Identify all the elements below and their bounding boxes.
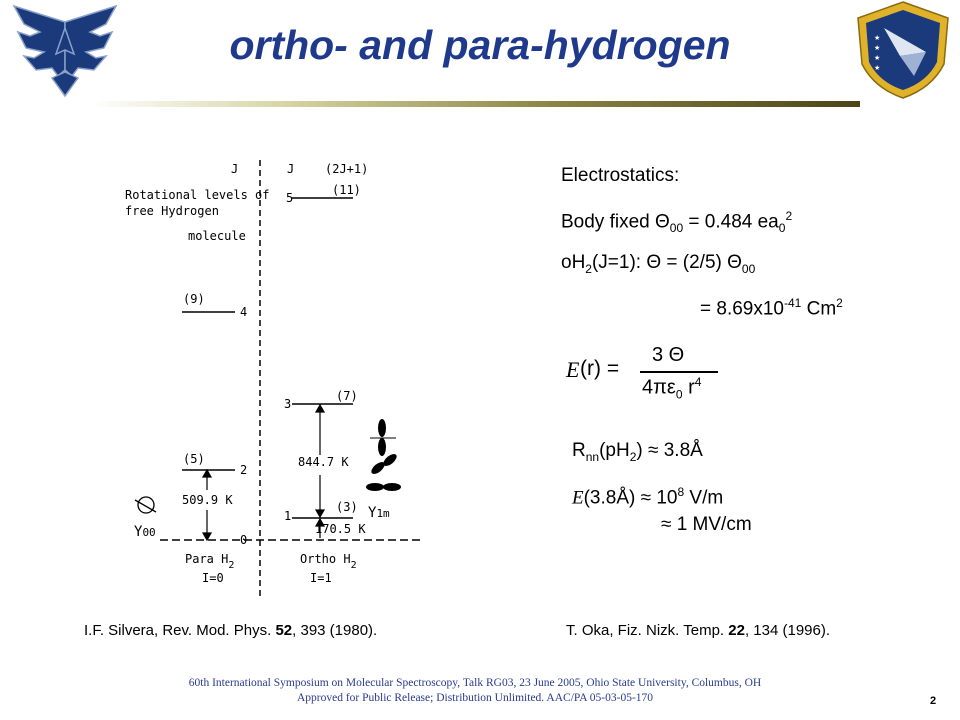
title-underline — [90, 101, 860, 107]
y00-label: Y00 — [134, 524, 156, 540]
col-degeneracy: (2J+1) — [325, 162, 369, 176]
page-number: 2 — [930, 695, 937, 707]
field-value-line: E(3.8Å) ≈ $10^8$ V/m — [572, 485, 724, 509]
oh2-line: $oH_2(J=1)$: Θ = (2/5) $\Theta_{00}$ — [561, 252, 756, 276]
level-j5-degeneracy: (11) — [332, 183, 361, 197]
gap-para: 509.9 K — [182, 493, 233, 507]
diagram-heading-line3: molecule — [188, 229, 246, 243]
field-value-line2: ≈ 1 MV/cm — [661, 514, 752, 535]
footer-line1: 60th International Symposium on Molecular Spectroscopy, Talk RG03, 23 June 2005, Ohio State University, Columbus, OH — [188, 677, 762, 689]
ortho-spin: I=1 — [310, 571, 332, 585]
ortho-label: Ortho $H_2$ — [300, 552, 357, 571]
svg-text:★: ★ — [874, 55, 881, 62]
citation-oka: T. Oka, Fiz. Nizk. Temp. 22, 134 (1996). — [566, 622, 831, 639]
gap-ortho: 844.7 K — [298, 455, 349, 469]
para-label: Para $H_2$ — [185, 552, 235, 571]
col-j-para: J — [231, 162, 239, 176]
footer-line2: Approved for Public Release; Distribution Unlimited. AAC/PA 05-03-05-170 — [296, 692, 654, 704]
diagram-heading-line1: Rotational levels of — [125, 188, 270, 202]
body-fixed-line: Body fixed $\Theta_{00} = 0.484$ $ea_0^2$ — [561, 209, 793, 236]
level-j3-degeneracy: (7) — [336, 389, 358, 403]
y00-orbital-icon — [135, 497, 156, 513]
y1m-orbitals-icon — [366, 419, 401, 491]
diagram-heading-line2: free Hydrogen — [125, 204, 219, 218]
electrostatics-heading: Electrostatics: — [561, 165, 680, 186]
rotational-levels-diagram — [120, 150, 425, 600]
level-j1-label: 1 — [284, 509, 292, 523]
para-spin: I=0 — [202, 571, 224, 585]
level-j2-degeneracy: (5) — [183, 452, 205, 466]
level-j1-degeneracy: (3) — [336, 500, 358, 514]
rnn-line: $R_{nn}(pH_2)$ ≈ 3.8Å — [572, 440, 703, 464]
level-j4-degeneracy: (9) — [183, 292, 205, 306]
svg-text:★: ★ — [874, 45, 881, 52]
svg-text:★: ★ — [874, 65, 881, 72]
level-j4-label: 4 — [240, 305, 248, 319]
fraction-bar — [640, 371, 718, 373]
y1m-label: Y1m — [368, 505, 390, 521]
level-j2-label: 2 — [240, 463, 248, 477]
field-equation: E (r) = 3 Θ $4\pi\varepsilon_0$ $r^4$ — [566, 342, 726, 404]
page-title: ortho- and para-hydrogen — [229, 22, 731, 68]
svg-text:★: ★ — [874, 35, 881, 42]
level-j0-label: 0 — [240, 533, 248, 547]
quadrupole-value-line: = $8.69x10^{-41}$ Cm$^2$ — [700, 296, 843, 320]
gap-ortho-para: 170.5 K — [315, 522, 366, 536]
col-j-ortho: J — [287, 162, 295, 176]
level-j5-label: 5 — [286, 191, 294, 205]
citation-silvera: I.F. Silvera, Rev. Mod. Phys. 52, 393 (1980). — [84, 622, 378, 639]
level-j3-label: 3 — [284, 397, 292, 411]
